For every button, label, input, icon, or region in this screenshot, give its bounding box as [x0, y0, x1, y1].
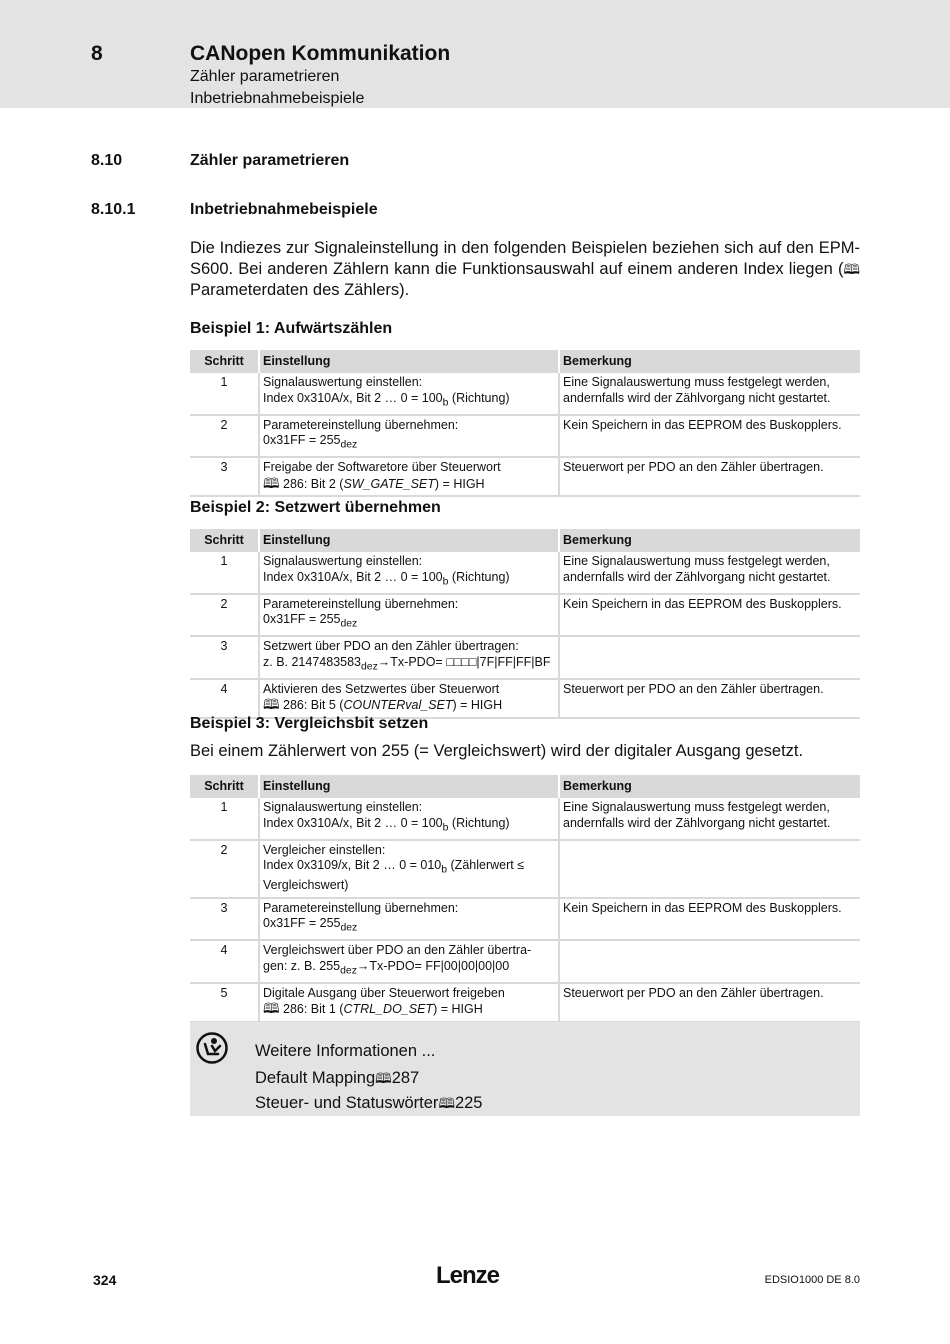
- setting-text: →Tx-PDO= □□□□|7F|FF|FF|BF: [377, 654, 551, 669]
- setting-cell: [259, 636, 559, 679]
- table-row: [190, 457, 860, 496]
- setting-line: [263, 570, 555, 590]
- setting-cell: [259, 679, 559, 718]
- step-cell: 5: [190, 983, 259, 1022]
- table-row: [190, 679, 860, 718]
- step-cell: 4: [190, 679, 259, 718]
- setting-subscript: b: [442, 822, 449, 833]
- setting-cell: [259, 798, 559, 840]
- setting-text: (Richtung): [448, 390, 510, 405]
- setting-line: [263, 858, 555, 878]
- intro-text: Die Indiezes zur Signaleinstellung in den folgenden Beispielen beziehen sich auf den EPM-S600. Bei anderen Zählern kann die Funktionsauswahl auf einem anderen Index liegen (: [190, 239, 860, 278]
- setting-param: SW_GATE_SET: [343, 476, 435, 491]
- col-step: Schritt: [190, 529, 259, 552]
- step-cell: 3: [190, 457, 259, 496]
- setting-text: Index 0x310A/x, Bit 2 … 0 = 100: [263, 815, 443, 830]
- book-icon: 🕮: [843, 261, 860, 277]
- remark-line: Kein Speichern in das EEPROM des Buskopplers.: [563, 900, 842, 915]
- setting-line: Setzwert über PDO an den Zähler übertragen:: [263, 639, 519, 653]
- book-icon: 🕮: [263, 474, 280, 491]
- setting-line: Parametereinstellung übernehmen:: [263, 596, 459, 611]
- col-remark: Bemerkung: [559, 529, 860, 552]
- info-link-control-status[interactable]: [255, 1093, 482, 1117]
- col-setting: Einstellung: [259, 350, 559, 373]
- setting-text: Index 0x3109/x, Bit 2 … 0 = 010: [263, 858, 442, 872]
- setting-line: [263, 1001, 555, 1018]
- remark-cell: [559, 373, 860, 415]
- setting-line: [263, 959, 555, 979]
- setting-text: 286: Bit 2 (: [279, 476, 344, 491]
- remark-cell: [559, 940, 860, 983]
- setting-cell: [259, 898, 559, 941]
- table-row: [190, 898, 860, 941]
- remark-line: Steuerwort per PDO an den Zähler übertragen.: [563, 460, 824, 474]
- col-remark: Bemerkung: [559, 775, 860, 798]
- setting-text: 0x31FF = 255: [263, 916, 341, 930]
- setting-line: [263, 612, 555, 632]
- link-text: Default Mapping: [255, 1069, 376, 1087]
- step-cell: 1: [190, 798, 259, 840]
- setting-subscript: b: [442, 397, 449, 408]
- page-header: [0, 0, 950, 108]
- setting-line: Vergleichswert): [263, 878, 349, 892]
- example-3-text: Bei einem Zählerwert von 255 (= Vergleichswert) wird der digitaler Ausgang gesetzt.: [190, 742, 804, 760]
- step-cell: 2: [190, 415, 259, 458]
- book-icon: 🕮: [263, 696, 280, 712]
- subsection-title: Inbetriebnahmebeispiele: [190, 201, 378, 218]
- setting-text: z. B. 2147483583: [263, 654, 361, 669]
- table-row: [190, 798, 860, 840]
- setting-text: 0x31FF = 255: [263, 433, 341, 447]
- setting-text: Index 0x310A/x, Bit 2 … 0 = 100: [263, 569, 443, 584]
- setting-subscript: dez: [361, 661, 378, 672]
- table-row: [190, 840, 860, 898]
- table-row: [190, 983, 860, 1022]
- example-2-title: Beispiel 2: Setzwert übernehmen: [190, 499, 441, 516]
- setting-cell: [259, 940, 559, 983]
- document-id: EDSIO1000 DE 8.0: [764, 1274, 860, 1286]
- example-1-table: [190, 350, 860, 497]
- step-cell: 3: [190, 898, 259, 941]
- page-ref: 225: [454, 1094, 483, 1112]
- setting-cell: [259, 552, 559, 594]
- book-icon: 🕮: [375, 1070, 392, 1086]
- setting-text: ) = HIGH: [434, 476, 485, 491]
- setting-line: Signalauswertung einstellen:: [263, 375, 423, 389]
- setting-subscript: b: [442, 576, 449, 587]
- setting-line: Aktivieren des Setzwertes über Steuerwort: [263, 681, 500, 696]
- step-cell: 4: [190, 940, 259, 983]
- table-header-row: [190, 775, 860, 798]
- setting-text: gen: z. B. 255: [263, 958, 341, 973]
- step-cell: 2: [190, 840, 259, 898]
- remark-line: Kein Speichern in das EEPROM des Buskopplers.: [563, 596, 842, 611]
- remark-line: andernfalls wird der Zählvorgang nicht gestartet.: [563, 815, 831, 830]
- book-icon: 🕮: [263, 1000, 280, 1016]
- col-setting: Einstellung: [259, 775, 559, 798]
- col-remark: Bemerkung: [559, 350, 860, 373]
- table-row: [190, 636, 860, 679]
- setting-line: [263, 655, 555, 675]
- setting-text: Index 0x310A/x, Bit 2 … 0 = 100: [263, 390, 443, 405]
- link-text: Steuer- und Statuswörter: [255, 1094, 439, 1112]
- info-box: [190, 1022, 860, 1116]
- section-number: 8.10: [91, 152, 123, 169]
- col-step: Schritt: [190, 350, 259, 373]
- remark-line: Eine Signalauswertung muss festgelegt werden,: [563, 375, 830, 389]
- page-ref: 287: [391, 1069, 420, 1087]
- table-header-row: [190, 529, 860, 552]
- setting-cell: [259, 373, 559, 415]
- setting-line: [263, 697, 555, 714]
- setting-subscript: dez: [340, 965, 357, 976]
- info-reader-icon: [196, 1032, 228, 1064]
- setting-line: Digitale Ausgang über Steuerwort freigeben: [263, 985, 505, 1000]
- remark-cell: [559, 983, 860, 1022]
- setting-line: Parametereinstellung übernehmen:: [263, 900, 459, 915]
- setting-line: Freigabe der Softwaretore über Steuerwort: [263, 460, 501, 474]
- setting-text: 286: Bit 5 (: [279, 698, 344, 712]
- remark-line: Steuerwort per PDO an den Zähler übertragen.: [563, 681, 824, 696]
- setting-cell: [259, 594, 559, 637]
- setting-line: [263, 476, 555, 493]
- example-3-title: Beispiel 3: Vergleichsbit setzen: [190, 715, 429, 732]
- remark-line: Eine Signalauswertung muss festgelegt werden,: [563, 554, 830, 568]
- setting-cell: [259, 415, 559, 458]
- setting-text: (Zählerwert ≤: [447, 858, 525, 872]
- setting-subscript: dez: [340, 618, 358, 630]
- setting-subscript: dez: [340, 922, 358, 934]
- remark-line: Steuerwort per PDO an den Zähler übertragen.: [563, 985, 824, 1000]
- setting-line: [263, 916, 555, 936]
- table-row: [190, 940, 860, 983]
- remark-cell: [559, 798, 860, 840]
- setting-line: [263, 391, 555, 411]
- col-setting: Einstellung: [259, 529, 559, 552]
- setting-cell: [259, 457, 559, 496]
- setting-param: CTRL_DO_SET: [343, 1002, 434, 1016]
- setting-cell: [259, 983, 559, 1022]
- remark-cell: [559, 457, 860, 496]
- section-title: Zähler parametrieren: [190, 152, 350, 169]
- table-row: [190, 552, 860, 594]
- setting-text: (Richtung): [448, 815, 510, 830]
- page-number: 324: [93, 1272, 117, 1288]
- remark-cell: [559, 636, 860, 679]
- setting-text: 286: Bit 1 (: [279, 1002, 344, 1016]
- setting-cell: [259, 840, 559, 898]
- remark-cell: [559, 594, 860, 637]
- example-3-table: [190, 775, 860, 1023]
- setting-param: COUNTERval_SET: [343, 698, 453, 712]
- step-cell: 1: [190, 373, 259, 415]
- info-heading: Weitere Informationen ...: [255, 1042, 436, 1060]
- table-row: [190, 373, 860, 415]
- step-cell: 1: [190, 552, 259, 594]
- remark-cell: [559, 840, 860, 898]
- setting-text: 0x31FF = 255: [263, 612, 341, 626]
- setting-text: ) = HIGH: [452, 698, 503, 712]
- example-2-table: [190, 529, 860, 719]
- remark-cell: [559, 415, 860, 458]
- setting-line: [263, 816, 555, 836]
- table-row: [190, 594, 860, 637]
- remark-cell: [559, 679, 860, 718]
- remark-line: Kein Speichern in das EEPROM des Buskopplers.: [563, 417, 842, 432]
- setting-line: Parametereinstellung übernehmen:: [263, 417, 459, 432]
- step-cell: 3: [190, 636, 259, 679]
- table-header-row: [190, 350, 860, 373]
- table-row: [190, 415, 860, 458]
- setting-text: →Tx-PDO= FF|00|00|00|00: [356, 958, 510, 973]
- chapter-subtitle-2: Inbetriebnahmebeispiele: [190, 90, 365, 107]
- intro-text-2: Parameterdaten des Zählers).: [190, 281, 410, 299]
- example-1-title: Beispiel 1: Aufwärtszählen: [190, 320, 393, 337]
- step-cell: 2: [190, 594, 259, 637]
- setting-line: Vergleicher einstellen:: [263, 842, 386, 857]
- chapter-subtitle: Zähler parametrieren: [190, 68, 340, 85]
- setting-line: Signalauswertung einstellen:: [263, 800, 423, 814]
- remark-cell: [559, 898, 860, 941]
- remark-line: andernfalls wird der Zählvorgang nicht gestartet.: [563, 390, 831, 405]
- info-link-default-mapping[interactable]: [255, 1068, 419, 1092]
- col-step: Schritt: [190, 775, 259, 798]
- brand-logo: Lenze: [436, 1262, 500, 1289]
- remark-cell: [559, 552, 860, 594]
- remark-line: Eine Signalauswertung muss festgelegt werden,: [563, 800, 830, 814]
- setting-line: Signalauswertung einstellen:: [263, 554, 423, 568]
- intro-paragraph: [190, 238, 860, 301]
- subsection-number: 8.10.1: [91, 201, 136, 218]
- remark-line: andernfalls wird der Zählvorgang nicht gestartet.: [563, 569, 831, 584]
- setting-line: [263, 433, 555, 453]
- setting-text: ) = HIGH: [433, 1002, 483, 1016]
- book-icon: 🕮: [438, 1095, 455, 1111]
- setting-line: Vergleichswert über PDO an den Zähler übertra-: [263, 943, 532, 957]
- chapter-number: 8: [91, 42, 103, 65]
- setting-text: (Richtung): [448, 569, 510, 584]
- setting-subscript: dez: [340, 439, 358, 451]
- setting-subscript: b: [441, 864, 448, 876]
- chapter-title: CANopen Kommunikation: [190, 42, 451, 65]
